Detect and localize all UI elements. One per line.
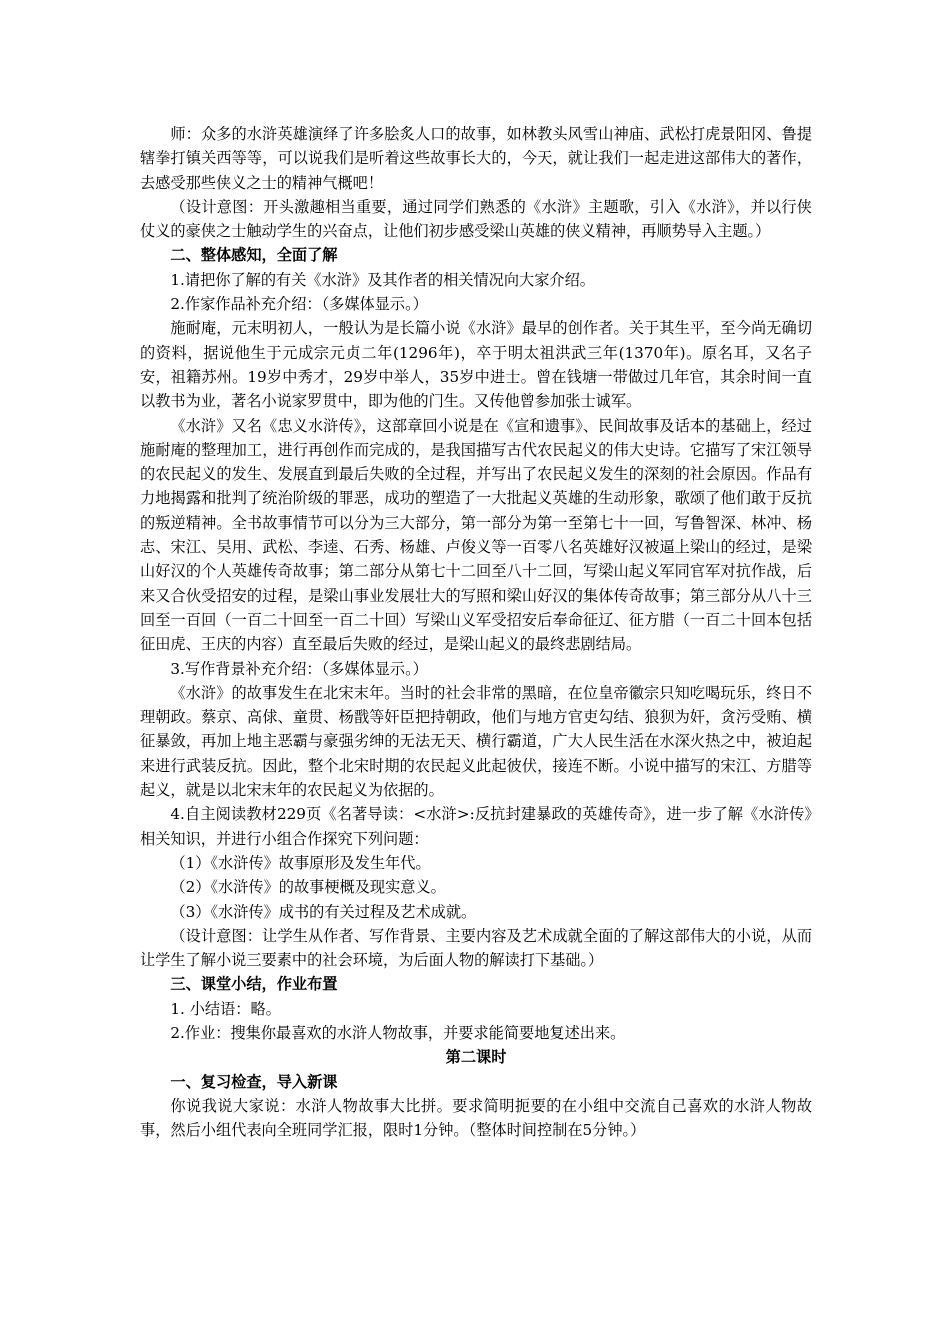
- design-intent-paragraph: （设计意图：让学生从作者、写作背景、主要内容及艺术成就全面的了解这部伟大的小说，从而让学生了解小说三要素中的社会环境，为后面人物的解读打下基础。）: [140, 926, 812, 970]
- task-item: 2.作家作品补充介绍：（多媒体显示。）: [170, 295, 428, 314]
- task-item: 3.写作背景补充介绍：（多媒体显示。）: [170, 659, 428, 678]
- document-body: [140, 122, 812, 1142]
- section-heading: 二、整体感知，全面了解: [170, 246, 338, 265]
- work-intro-paragraph: 《水浒》又名《忠义水浒传》，这部章回小说是在《宣和遗事》、民间故事及话本的基础上，经过施耐庵的整理加工，进行再创作而完成的，是我国描写古代农民起义的伟大史诗。它描写了宋江领导的农民起义的发生、发展直到最后失败的全过程，并写出了农民起义发生的深刻的社会原因。作品有力地揭露和批判了统治阶级的罪恶，成功的塑造了一大批起义英雄的生动形象，歌颂了他们敢于反抗的叛逆精神。全书故事情节可以分为三大部分，第一部分为第一至第七十一回，写鲁智深、林冲、杨志、宋江、吴用、武松、李逵、石秀、杨雄、卢俊义等一百零八名英雄好汉被逼上梁山的经过，是梁山好汉的个人英雄传奇故事；第二部分从第七十二回至八十二回，写梁山起义军同官军对抗作战，后来又合伙受招安的过程，是梁山事业发展壮大的写照和梁山好汉的集体传奇故事；第三部分从八十三回至一百回（一百二十回至一百二十回）写梁山义军受招安后奉命征辽、征方腊（一百二十回本包括征田虎、王庆的内容）直至最后失败的经过，是梁山起义的最终悲剧结局。: [140, 416, 812, 654]
- design-intent-paragraph: （设计意图：开头激趣相当重要，通过同学们熟悉的《水浒》主题歌，引入《水浒》，并以行侠仗义的豪侠之士触动学生的兴奋点，让他们初步感受梁山英雄的侠义精神，再顺势导入主题。）: [140, 197, 812, 241]
- activity-paragraph: 你说我说大家说：水浒人物故事大比拼。要求简明扼要的在小组中交流自己喜欢的水浒人物故事，然后小组代表向全班同学汇报，限时1分钟。（整体时间控制在5分钟。）: [140, 1096, 812, 1140]
- lesson-title: 第二课时: [445, 1048, 507, 1067]
- question-item: （2）《水浒传》的故事梗概及现实意义。: [170, 878, 446, 897]
- section-heading: 三、课堂小结，作业布置: [170, 975, 338, 994]
- question-item: （1）《水浒传》故事原形及发生年代。: [170, 853, 431, 872]
- homework-item: 2.作业：搜集你最喜欢的水浒人物故事，并要求能简要地复述出来。: [170, 1023, 626, 1042]
- task-item: 4.自主阅读教材229页《名著导读：<水浒>:反抗封建暴政的英雄传奇》，进一步了解《水浒传》相关知识，并进行小组合作探究下列问题：: [140, 805, 812, 848]
- author-intro-paragraph: 施耐庵，元末明初人，一般认为是长篇小说《水浒》最早的创作者。关于其生平，至今尚无确切的资料，据说他生于元成宗元贞二年(1296年)，卒于明太祖洪武三年(1370年)。原名耳，又名子安，祖籍苏州。19岁中秀才，29岁中举人，35岁中进士。曾在钱塘一带做过几年官，其余时间一直以教书为业，著名小说家罗贯中，即为他的门生。又传他曾参加张士诚军。: [140, 319, 812, 411]
- section-heading: 一、复习检查，导入新课: [170, 1072, 338, 1091]
- question-item: （3）《水浒传》成书的有关过程及艺术成就。: [170, 902, 477, 921]
- teacher-intro-paragraph: 师：众多的水浒英雄演绎了许多脍炙人口的故事，如林教头风雪山神庙、武松打虎景阳冈、鲁提辖拳打镇关西等等，可以说我们是听着这些故事长大的，今天，就让我们一起走进这部伟大的著作，去感受那些侠义之士的精神气概吧！: [140, 125, 812, 192]
- summary-item: 1. 小结语：略。: [170, 999, 281, 1018]
- background-paragraph: 《水浒》的故事发生在北宋末年。当时的社会非常的黑暗，在位皇帝徽宗只知吃喝玩乐，终日不理朝政。蔡京、高俅、童贯、杨戬等奸臣把持朝政，他们与地方官吏勾结、狼狈为奸，贪污受贿、横征暴敛，再加上地主恶霸与豪强劣绅的无法无天、横行霸道，广大人民生活在水深火热之中，被迫起来进行武装反抗。因此，整个北宋时期的农民起义此起彼伏，接连不断。小说中描写的宋江、方腊等起义，就是以北宋末年的农民起义为依据的。: [140, 683, 812, 800]
- task-item: 1.请把你了解的有关《水浒》及其作者的相关情况向大家介绍。: [170, 270, 595, 289]
